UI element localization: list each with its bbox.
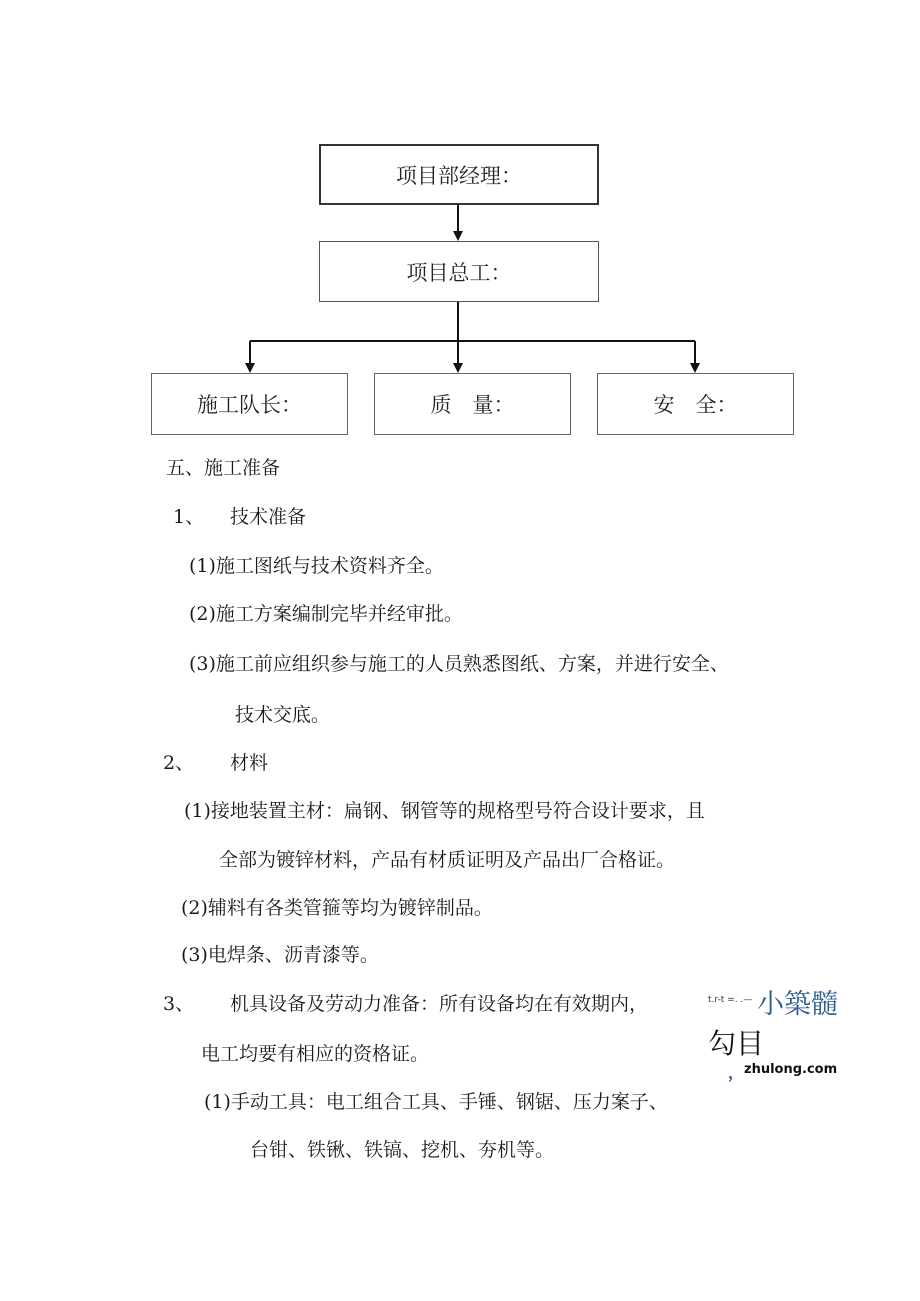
org-box-chief-engineer [319,241,599,302]
item-number: 3、 [163,993,195,1015]
item-number: 1、 [173,506,205,528]
item-title: 机具设备及劳动力准备：所有设备均在有效期内， [230,993,649,1015]
watermark-comma: ， [728,1063,745,1082]
item-number: 2、 [163,752,195,774]
subitem-text: (3)施工前应组织参与施工的人员熟悉图纸、方案，并进行安全、 [189,653,729,675]
subitem-continuation: 台钳、铁锹、铁镐、挖机、夯机等。 [250,1139,555,1161]
org-box-quality [374,373,571,435]
org-box-label: 质 量： [430,393,515,417]
item-title: 材料 [230,752,269,774]
subitem-continuation: 电工均要有相应的资格证。 [201,1043,430,1065]
subitem-text: (2)施工方案编制完毕并经审批。 [189,603,463,625]
subitem-continuation: 全部为镀锌材料，产品有材质证明及产品出厂合格证。 [219,849,676,871]
subitem-text: (3)电焊条、沥青漆等。 [181,944,379,966]
subitem-text: (1)接地装置主材：扁钢、钢管等的规格型号符合设计要求，且 [184,800,705,822]
org-box-label: 项目总工： [406,260,512,285]
org-box-construction-captain [151,373,348,435]
subitem-text: (1)施工图纸与技术资料齐全。 [189,555,444,577]
org-box-safety [597,373,794,435]
subitem-continuation: 技术交底。 [235,704,331,726]
item-title: 技术准备 [230,506,307,528]
watermark-site: zhulong.com [744,1062,838,1077]
org-box-project-manager [319,144,599,205]
subitem-text: (2)辅料有各类管箍等均为镀锌制品。 [181,897,493,919]
subitem-text: (1)手动工具：电工组合工具、手锤、钢锯、压力案子、 [204,1091,668,1113]
org-box-label: 施工队长： [197,393,302,417]
section-heading: 五、施工准备 [166,457,281,479]
org-box-label: 项目部经理： [396,163,522,188]
org-box-label: 安 全： [653,393,738,417]
watermark-logo-text: 小築髓 [757,989,838,1020]
watermark-second-line: 勾目 [708,1027,765,1060]
watermark-small-text: t.r-t =. .— [708,995,753,1005]
